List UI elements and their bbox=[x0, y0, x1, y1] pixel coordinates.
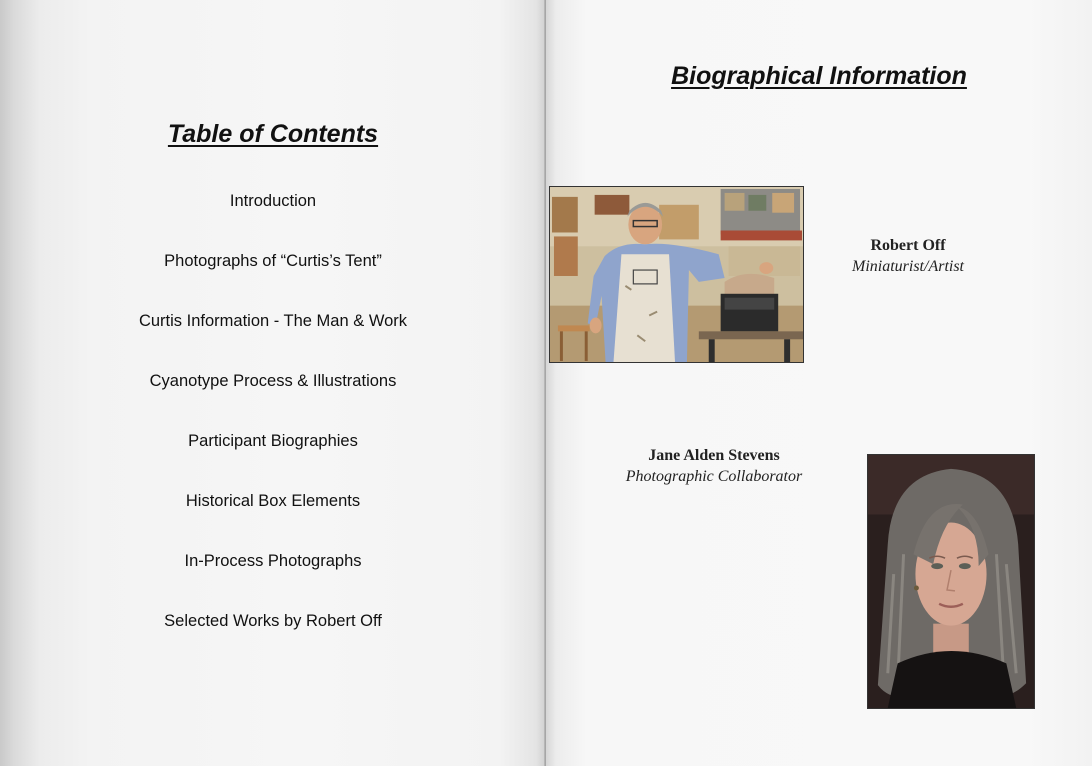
toc-item: In-Process Photographs bbox=[184, 552, 362, 570]
table-of-contents-title: Table of Contents bbox=[167, 120, 379, 148]
robert-off-caption bbox=[818, 235, 998, 277]
toc-item: Selected Works by Robert Off bbox=[164, 612, 382, 630]
toc-item: Introduction bbox=[229, 192, 317, 210]
bio-name: Jane Alden Stevens bbox=[648, 447, 780, 464]
toc-item: Curtis Information - The Man & Work bbox=[138, 312, 408, 330]
table-of-contents-list bbox=[0, 190, 546, 670]
workshop-portrait-image bbox=[550, 187, 803, 362]
toc-item: Cyanotype Process & Illustrations bbox=[149, 372, 397, 390]
portrait-image bbox=[868, 455, 1034, 708]
bio-name: Robert Off bbox=[870, 237, 946, 254]
toc-item: Photographs of “Curtis’s Tent” bbox=[164, 252, 382, 270]
biographical-information-title: Biographical Information bbox=[671, 62, 967, 90]
robert-off-photo bbox=[549, 186, 804, 363]
jane-alden-stevens-photo bbox=[867, 454, 1035, 709]
jane-alden-stevens-caption bbox=[604, 445, 824, 487]
bio-role: Photographic Collaborator bbox=[625, 468, 803, 485]
toc-item: Historical Box Elements bbox=[185, 492, 361, 510]
bio-role: Miniaturist/Artist bbox=[851, 258, 964, 275]
right-page bbox=[546, 0, 1092, 766]
toc-item: Participant Biographies bbox=[188, 432, 358, 450]
